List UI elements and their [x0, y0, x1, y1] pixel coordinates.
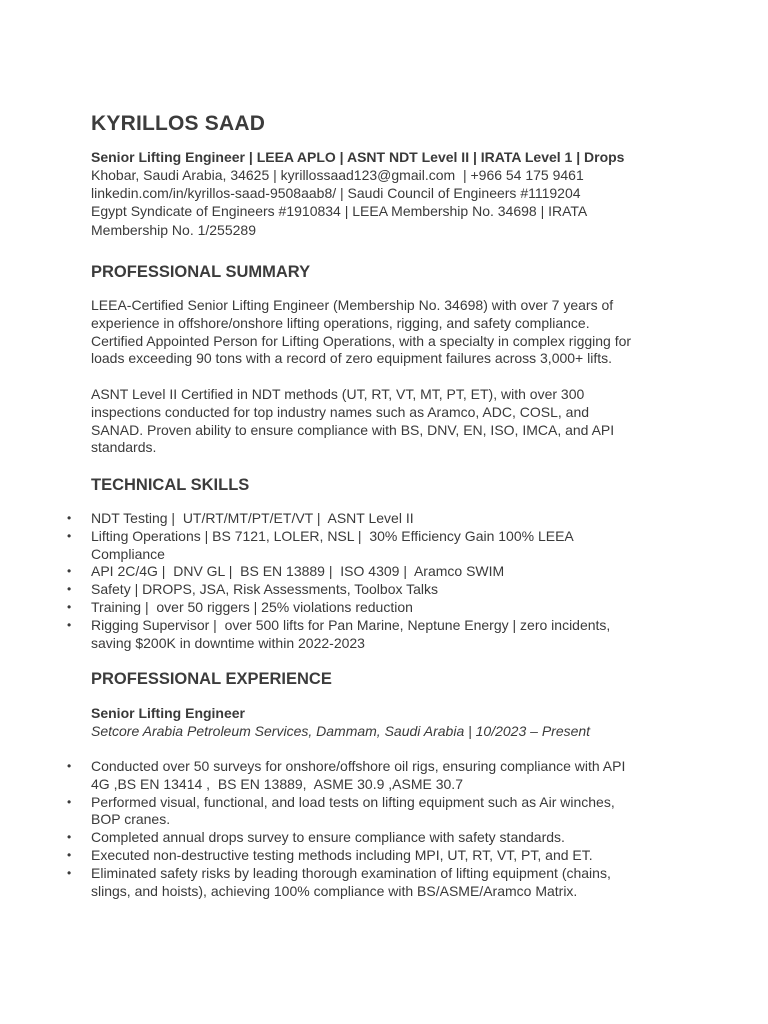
job-title: Senior Lifting Engineer	[91, 705, 246, 721]
experience-text: slings, and hoists), achieving 100% compliance with BS/ASME/Aramco Matrix.	[91, 882, 578, 899]
list-item	[67, 829, 681, 847]
experience-text: BOP cranes.	[91, 811, 171, 828]
bullet-glyph: •	[67, 511, 72, 525]
headline: Senior Lifting Engineer | LEEA APLO | ASNT NDT Level II | IRATA Level 1 | Drops	[91, 149, 625, 165]
bullet-glyph: •	[67, 599, 72, 614]
list-item	[67, 598, 681, 617]
section-title-skills: TECHNICAL SKILLS	[91, 476, 250, 494]
summary-p2-line: standards.	[91, 439, 157, 456]
bullet-glyph: •	[67, 847, 72, 862]
summary-p1-line: Certified Appointed Person for Lifting Operations, with a specialty in complex rigging for	[91, 332, 632, 349]
skill-text: NDT Testing | UT/RT/MT/PT/ET/VT | ASNT Level II	[91, 510, 414, 526]
list-item	[67, 581, 681, 599]
summary-p1-line: loads exceeding 90 tons with a record of zero equipment failures across 3,000+ lifts.	[91, 350, 613, 367]
contact-line-memberships: Egypt Syndicate of Engineers #1910834 | LEEA Membership No. 34698 | IRATA	[91, 203, 588, 219]
summary-p2-line: SANAD. Proven ability to ensure compliance with BS, DNV, EN, ISO, IMCA, and API	[91, 421, 615, 438]
candidate-name: KYRILLOS SAAD	[91, 112, 266, 135]
list-item	[67, 616, 681, 653]
job-company-dates: Setcore Arabia Petroleum Services, Dammam, Saudi Arabia | 10/2023 – Present	[91, 723, 591, 739]
bullet-glyph: •	[67, 564, 72, 579]
contact-line-irata: Membership No. 1/255289	[91, 222, 256, 238]
contact-line-address: Khobar, Saudi Arabia, 34625 | kyrillossaad123@gmail.com | +966 54 175 9461	[91, 167, 584, 183]
skill-text: Rigging Supervisor | over 500 lifts for Pan Marine, Neptune Energy | zero incidents,	[91, 616, 611, 633]
skills-list	[67, 510, 681, 652]
experience-list	[67, 758, 681, 900]
resume-page	[67, 112, 691, 899]
experience-text: Executed non-destructive testing methods including MPI, UT, RT, VT, PT, and ET.	[91, 846, 593, 863]
skill-text: Safety | DROPS, JSA, Risk Assessments, Toolbox Talks	[91, 581, 439, 598]
bullet-glyph: •	[67, 582, 72, 597]
skill-text: saving $200K in downtime within 2022-2023	[91, 634, 365, 651]
summary-paragraph-2	[91, 386, 681, 457]
job-header	[91, 704, 681, 740]
summary-p1-line: experience in offshore/onshore lifting operations, rigging, and safety compliance.	[91, 314, 590, 331]
list-item	[67, 758, 681, 794]
bullet-glyph: •	[67, 830, 72, 845]
summary-p2-line: ASNT Level II Certified in NDT methods (UT, RT, VT, MT, PT, ET), with over 300	[91, 386, 585, 402]
summary-p2-line: inspections conducted for top industry names such as Aramco, ADC, COSL, and	[91, 403, 590, 420]
list-item	[67, 527, 681, 564]
bullet-glyph: •	[67, 617, 72, 632]
section-title-summary: PROFESSIONAL SUMMARY	[91, 263, 311, 281]
bullet-glyph: •	[67, 794, 72, 809]
list-item	[67, 864, 681, 901]
bullet-glyph: •	[67, 528, 72, 543]
list-item	[67, 846, 681, 865]
list-item	[67, 510, 681, 528]
skill-text: API 2C/4G | DNV GL | BS EN 13889 | ISO 4309 | Aramco SWIM	[91, 563, 505, 580]
experience-text: Eliminated safety risks by leading thorough examination of lifting equipment (chains,	[91, 864, 611, 881]
list-item	[67, 793, 681, 830]
experience-text: Performed visual, functional, and load tests on lifting equipment such as Air winches,	[91, 793, 615, 810]
bullet-glyph: •	[67, 759, 72, 773]
bullet-glyph: •	[67, 865, 72, 880]
list-item	[67, 563, 681, 581]
skill-text: Compliance	[91, 545, 165, 562]
experience-text: 4G ,BS EN 13414 , BS EN 13889, ASME 30.9 ,ASME 30.7	[91, 775, 463, 792]
experience-text: Conducted over 50 surveys for onshore/offshore oil rigs, ensuring compliance with API	[91, 758, 626, 774]
summary-p1-line: LEEA-Certified Senior Lifting Engineer (Membership No. 34698) with over 7 years of	[91, 297, 614, 313]
experience-text: Completed annual drops survey to ensure compliance with safety standards.	[91, 829, 565, 846]
section-title-experience: PROFESSIONAL EXPERIENCE	[91, 670, 332, 688]
skill-text: Lifting Operations | BS 7121, LOLER, NSL | 30% Efficiency Gain 100% LEEA	[91, 527, 574, 544]
summary-paragraph-1	[91, 297, 681, 368]
skill-text: Training | over 50 riggers | 25% violations reduction	[91, 598, 413, 615]
contact-line-linkedin: linkedin.com/in/kyrillos-saad-9508aab8/ | Saudi Council of Engineers #1119204	[91, 185, 581, 201]
